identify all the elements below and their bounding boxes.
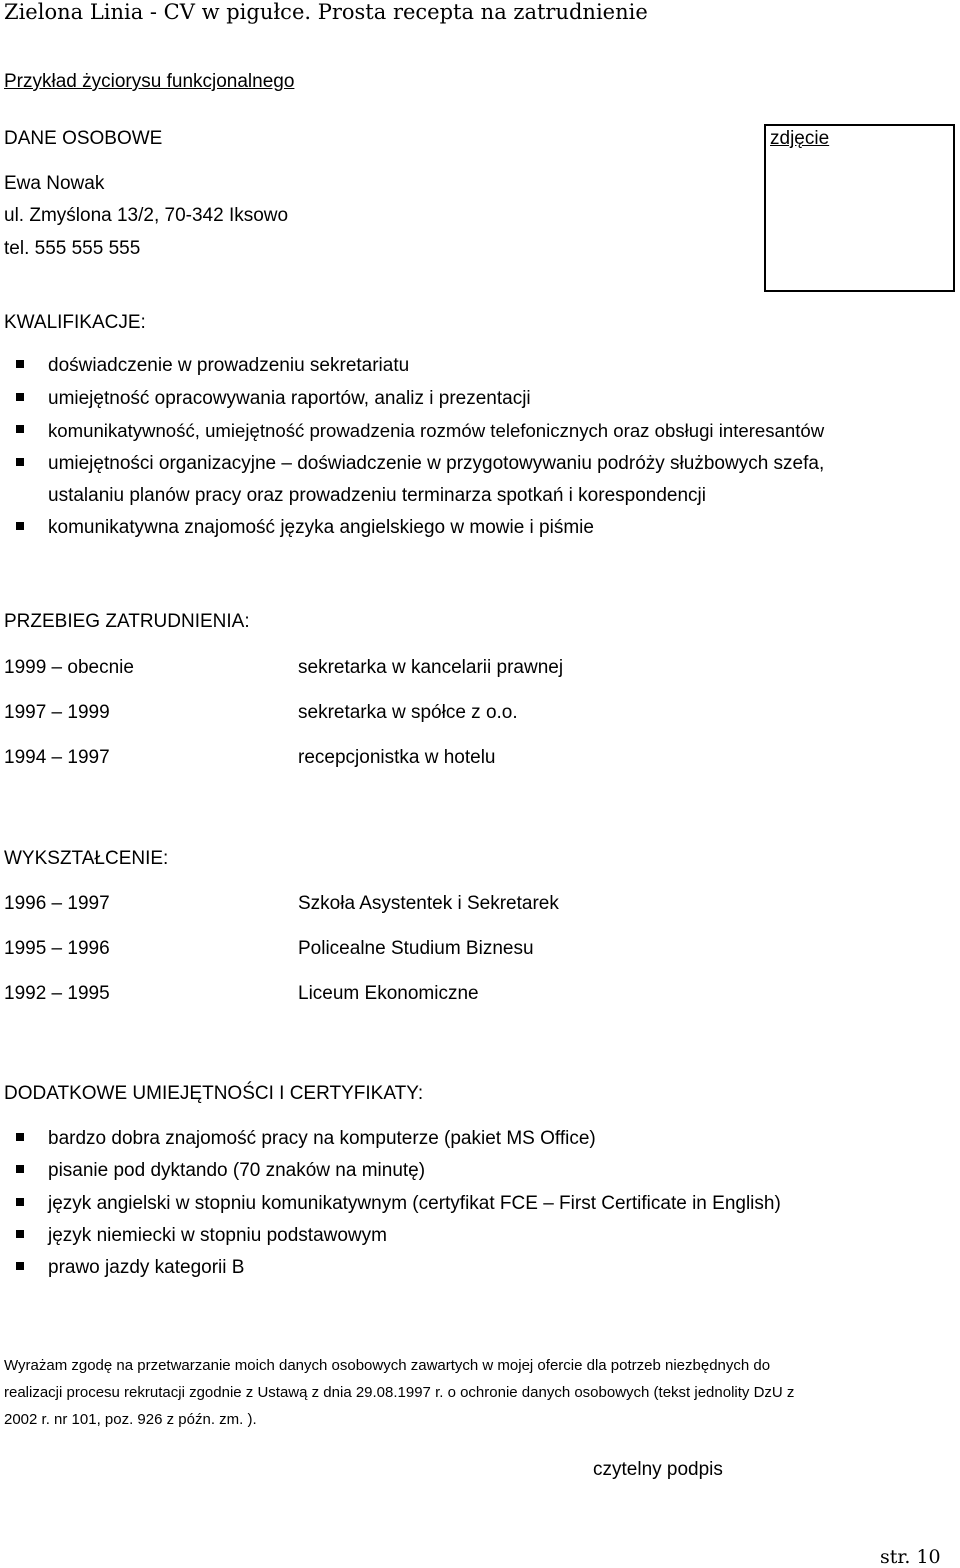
consent-line: 2002 r. nr 101, poz. 926 z późn. zm. ).: [4, 1411, 257, 1428]
qualification-item: umiejętność opracowywania raportów, analiz i prezentacji: [48, 388, 531, 409]
qualification-item-continuation: ustalaniu planów pracy oraz prowadzeniu terminarza spotkań i korespondencji: [48, 485, 706, 506]
bullet-icon: [16, 1230, 24, 1238]
consent-line: realizacji procesu rekrutacji zgodnie z Ustawą z dnia 29.08.1997 r. o ochronie danych osobowych (tekst jednolity DzU z: [4, 1384, 795, 1401]
bullet-icon: [16, 522, 24, 530]
skills-heading: DODATKOWE UMIEJĘTNOŚCI I CERTYFIKATY:: [4, 1083, 424, 1104]
bullet-icon: [16, 1133, 24, 1141]
employment-role: sekretarka w spółce z o.o.: [298, 702, 518, 723]
employment-period: 1999 – obecnie: [4, 657, 134, 678]
person-address: ul. Zmyślona 13/2, 70-342 Iksowo: [4, 205, 289, 226]
bullet-icon: [16, 1262, 24, 1270]
qualification-item: komunikatywna znajomość języka angielskiego w mowie i piśmie: [48, 517, 594, 538]
education-school: Szkoła Asystentek i Sekretarek: [298, 893, 559, 914]
photo-label: zdjęcie: [770, 128, 830, 149]
education-period: 1996 – 1997: [4, 893, 110, 914]
qualifications-heading: KWALIFIKACJE:: [4, 312, 146, 333]
document-title: Przykład życiorysu funkcjonalnego: [4, 71, 295, 92]
employment-role: sekretarka w kancelarii prawnej: [298, 657, 564, 678]
person-phone: tel. 555 555 555: [4, 238, 141, 259]
bullet-icon: [16, 1165, 24, 1173]
education-period: 1992 – 1995: [4, 983, 110, 1004]
bullet-icon: [16, 1198, 24, 1206]
employment-role: recepcjonistka w hotelu: [298, 747, 496, 768]
education-school: Liceum Ekonomiczne: [298, 983, 479, 1004]
skill-item: język niemiecki w stopniu podstawowym: [48, 1225, 387, 1246]
education-heading: WYKSZTAŁCENIE:: [4, 848, 169, 869]
page-number: str. 10: [880, 1546, 941, 1568]
skill-item: pisanie pod dyktando (70 znaków na minutę): [48, 1160, 426, 1181]
qualification-item: umiejętności organizacyjne – doświadczenie w przygotowywaniu podróży służbowych szefa,: [48, 453, 825, 474]
bullet-icon: [16, 458, 24, 466]
skill-item: prawo jazdy kategorii B: [48, 1257, 245, 1278]
skill-item: język angielski w stopniu komunikatywnym (certyfikat FCE – First Certificate in English): [48, 1193, 781, 1214]
bullet-icon: [16, 393, 24, 401]
person-name: Ewa Nowak: [4, 173, 105, 194]
page-header-title: Zielona Linia - CV w pigułce. Prosta recepta na zatrudnienie: [4, 0, 648, 24]
bullet-icon: [16, 425, 24, 433]
qualification-item: doświadczenie w prowadzeniu sekretariatu: [48, 355, 410, 376]
qualification-item: komunikatywność, umiejętność prowadzenia rozmów telefonicznych oraz obsługi interesantów: [48, 420, 825, 441]
education-period: 1995 – 1996: [4, 938, 110, 959]
consent-line: Wyrażam zgodę na przetwarzanie moich danych osobowych zawartych w mojej ofercie dla potrzeb niezbędnych do: [4, 1357, 771, 1374]
personal-heading: DANE OSOBOWE: [4, 128, 163, 149]
skill-item: bardzo dobra znajomość pracy na komputerze (pakiet MS Office): [48, 1128, 596, 1149]
education-school: Policealne Studium Biznesu: [298, 938, 534, 959]
employment-heading: PRZEBIEG ZATRUDNIENIA:: [4, 611, 250, 632]
employment-period: 1994 – 1997: [4, 747, 110, 768]
bullet-icon: [16, 360, 24, 368]
signature-label: czytelny podpis: [593, 1459, 723, 1480]
employment-period: 1997 – 1999: [4, 702, 110, 723]
